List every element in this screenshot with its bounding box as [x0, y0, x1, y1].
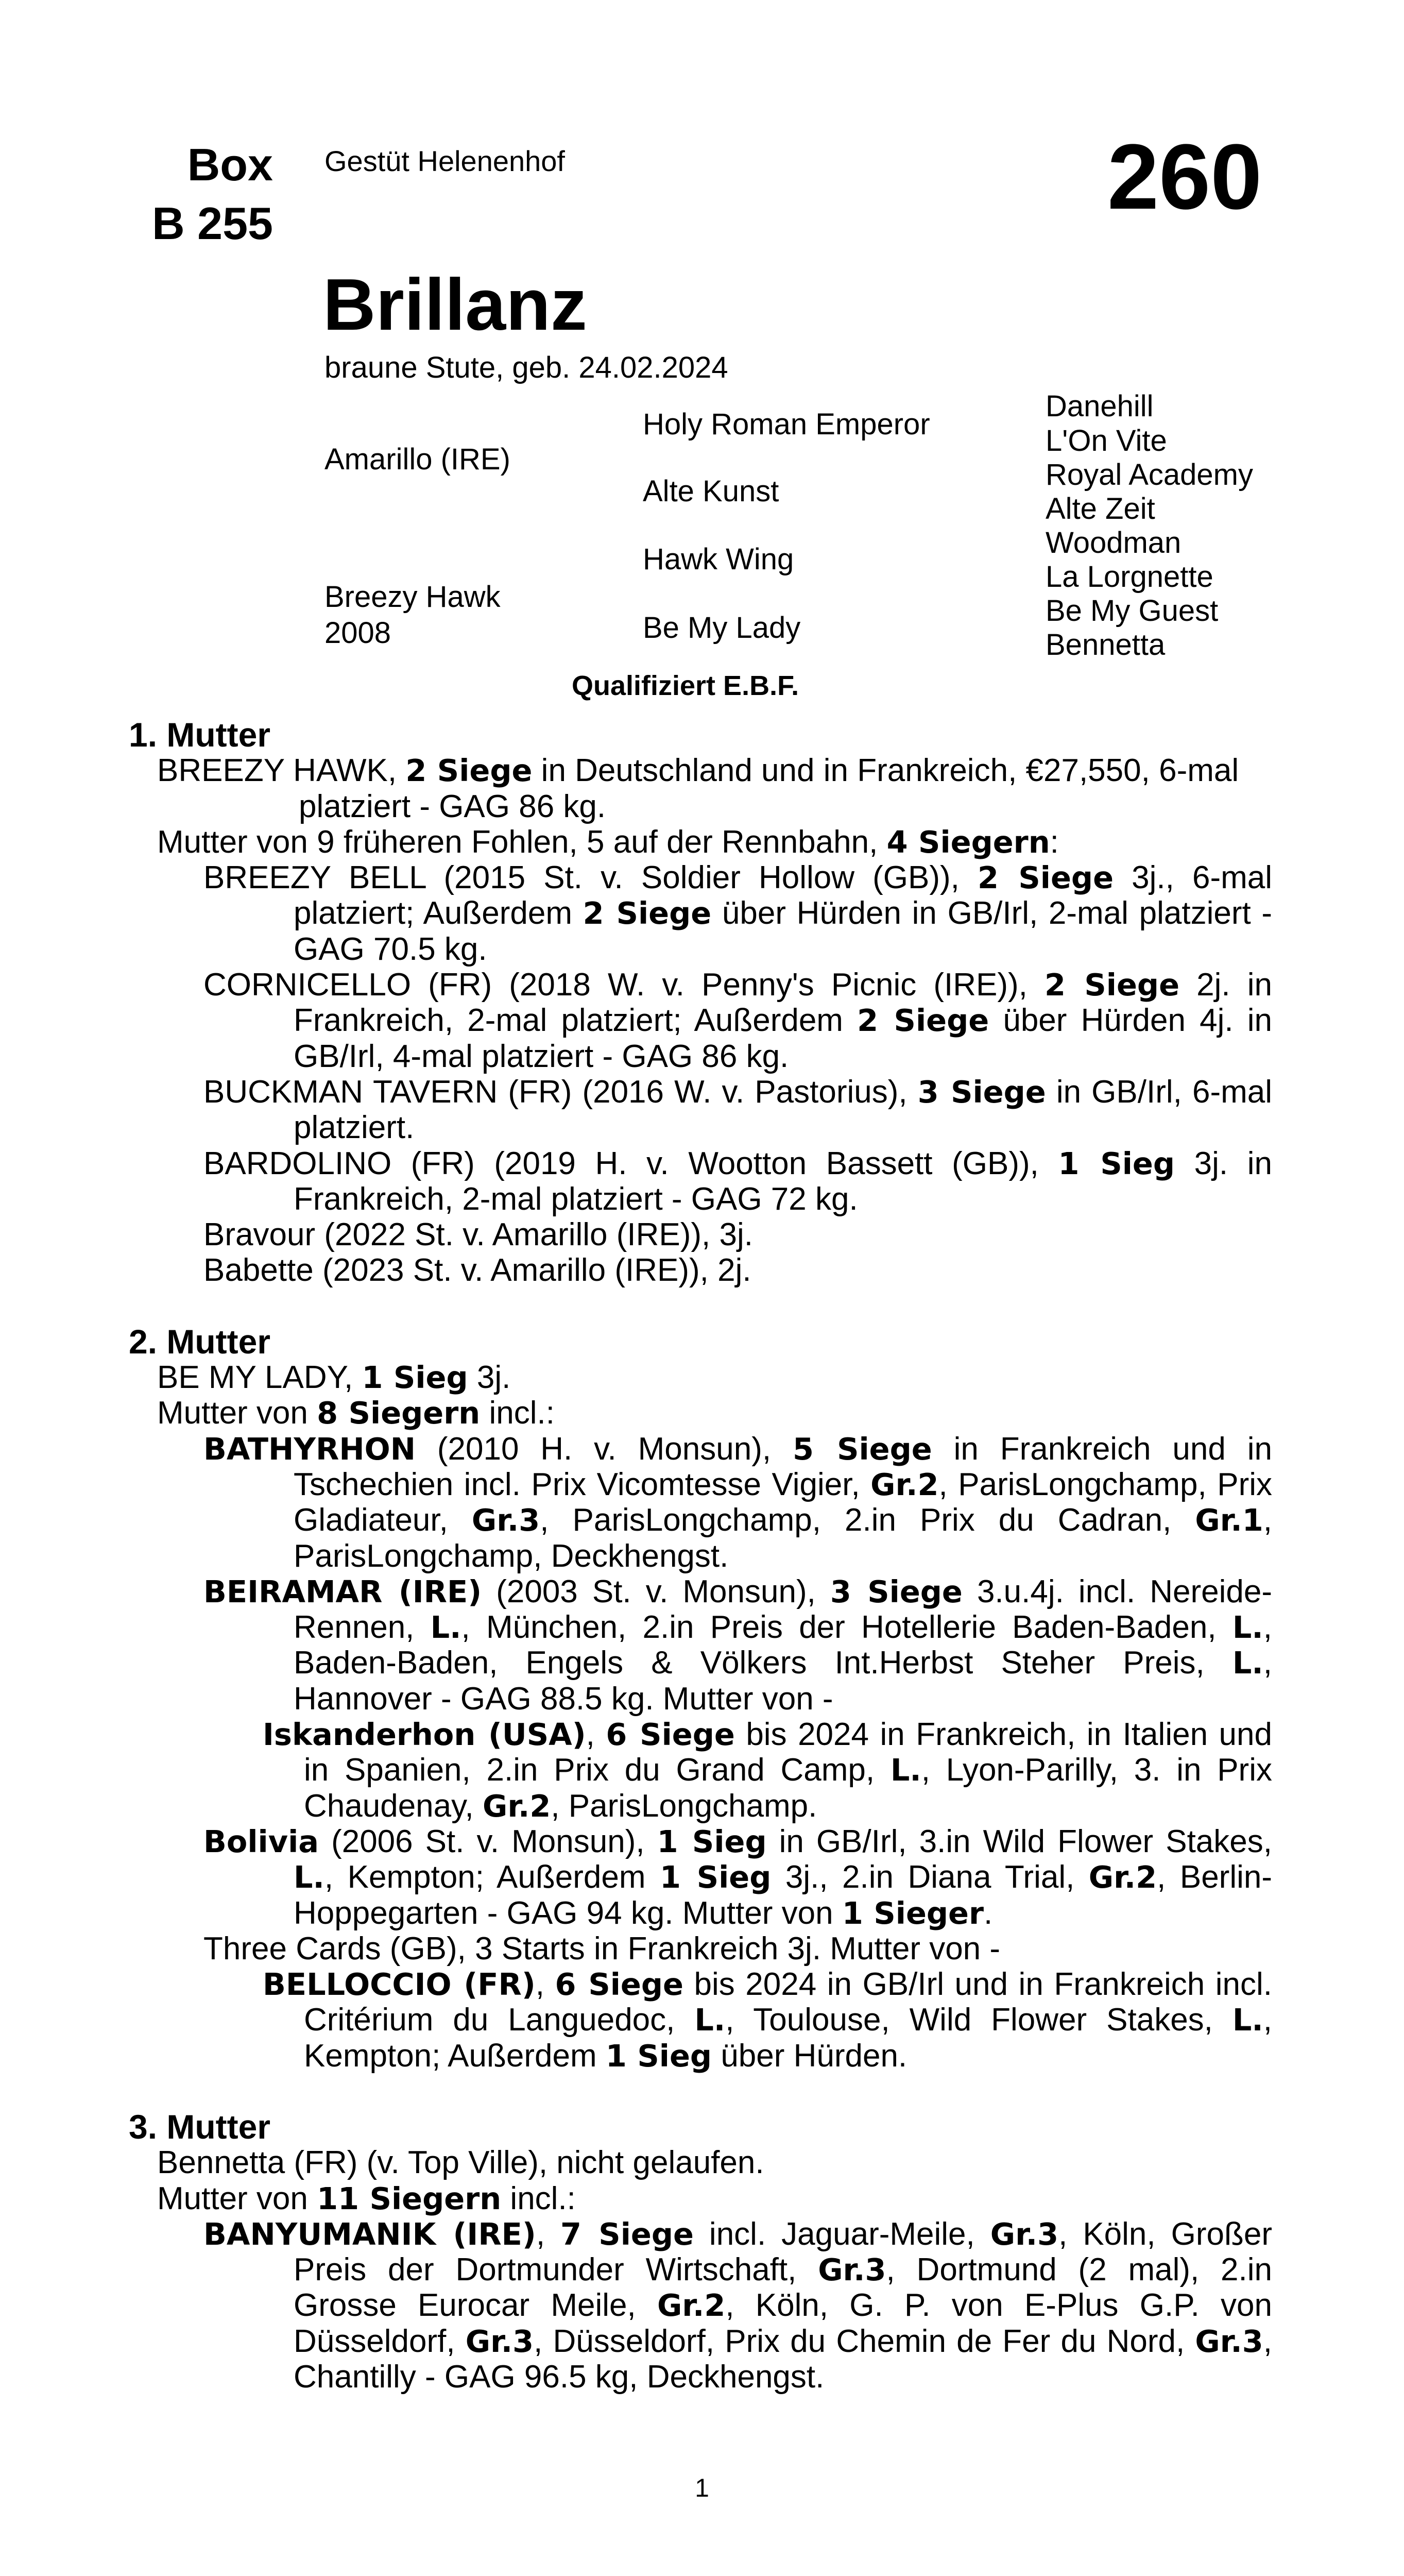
dam2-record: BE MY LADY, 1 Sieg 3j. [157, 1360, 511, 1396]
produce-entry: CORNICELLO (FR) (2018 W. v. Penny's Picnic (IRE)), 2 Siege 2j. in Frankreich, 2-mal platziert; Außerdem 2 Siege über Hürden 4j. in GB/Irl, 4-mal platziert - GAG 86 kg. [203, 967, 1272, 1074]
breeder: Gestüt Helenenhof [324, 145, 565, 177]
dam3-produce-summary: Mutter von 11 Siegern incl.: [157, 2180, 576, 2216]
box-number: B 255 [152, 198, 273, 249]
box-label: Box [187, 139, 273, 190]
produce-record [129, 717, 1272, 2395]
produce-entry: BARDOLINO (FR) (2019 H. v. Wootton Bassett (GB)), 1 Sieg 3j. in Frankreich, 2-mal platziert - GAG 72 kg. [203, 1145, 1272, 1217]
pedigree-gen3-2: L'On Vite [1046, 424, 1167, 457]
horse-description: braune Stute, geb. 24.02.2024 [324, 351, 728, 384]
produce-entry: BANYUMANIK (IRE), 7 Siege incl. Jaguar-Meile, Gr.3, Köln, Großer Preis der Dortmunder Wirtschaft, Gr.3, Dortmund (2 mal), 2.in Grosse Eurocar Meile, Gr.2, Köln, G. P. von E-Plus G.P. von Düsseldorf, Gr.3, Düsseldorf, Prix du Chemin de Fer du Nord, Gr.3, Chantilly - GAG 96.5 kg, Deckhengst. [203, 2216, 1273, 2395]
dam3-record: Bennetta (FR) (v. Top Ville), nicht gelaufen. [157, 2145, 764, 2181]
page-number: 1 [695, 2473, 709, 2502]
pedigree-gen2-4: Be My Lady [643, 611, 801, 645]
pedigree-gen3-8: Bennetta [1046, 628, 1166, 662]
pedigree-dam: Breezy Hawk [324, 580, 501, 614]
pedigree-gen2-2: Alte Kunst [643, 474, 779, 508]
dam1-record: BREEZY HAWK, 2 Siege in Deutschland und in Frankreich, €27,550, 6-mal platziert - GAG 86 kg. [157, 753, 1239, 824]
pedigree-gen3-3: Royal Academy [1046, 458, 1253, 492]
dam3-heading: 3. Mutter [129, 2107, 271, 2146]
pedigree-gen3-1: Danehill [1046, 389, 1154, 423]
lot-number: 260 [1107, 125, 1262, 229]
produce-entry: Bravour (2022 St. v. Amarillo (IRE)), 3j. [203, 1217, 753, 1253]
pedigree-gen3-7: Be My Guest [1046, 594, 1219, 628]
pedigree-gen2-1: Holy Roman Emperor [643, 408, 930, 441]
produce-entry: Bolivia (2006 St. v. Monsun), 1 Sieg in GB/Irl, 3.in Wild Flower Stakes, L., Kempton; Außerdem 1 Sieg 3j., 2.in Diana Trial, Gr.2, Berlin-Hoppegarten - GAG 94 kg. Mutter von 1 Sieger. [203, 1823, 1272, 1931]
pedigree-gen3-5: Woodman [1046, 526, 1182, 560]
produce-entry: Three Cards (GB), 3 Starts in Frankreich 3j. Mutter von - [203, 1930, 1001, 1967]
horse-name: Brillanz [323, 264, 587, 346]
dam2-produce-summary: Mutter von 8 Siegern incl.: [157, 1395, 555, 1431]
produce-entry: BEIRAMAR (IRE) (2003 St. v. Monsun), 3 Siege 3.u.4j. incl. Nereide-Rennen, L., München, 2.in Preis der Hotellerie Baden-Baden, L., Baden-Baden, Engels & Völkers Int.Herbst Steher Preis, L., Hannover - GAG 88.5 kg. Mutter von - [203, 1573, 1273, 1717]
dam1-produce-summary: Mutter von 9 früheren Fohlen, 5 auf der Rennbahn, 4 Siegern: [157, 824, 1059, 860]
pedigree-gen3-6: La Lorgnette [1046, 560, 1213, 594]
dam2-heading: 2. Mutter [129, 1322, 271, 1361]
produce-entry: Babette (2023 St. v. Amarillo (IRE)), 2j. [203, 1252, 751, 1289]
pedigree-gen3-4: Alte Zeit [1046, 492, 1155, 526]
pedigree-dam-year: 2008 [324, 616, 391, 650]
produce-entry: BUCKMAN TAVERN (FR) (2016 W. v. Pastorius), 3 Siege in GB/Irl, 6-mal platziert. [203, 1074, 1273, 1146]
pedigree-sire: Amarillo (IRE) [324, 443, 510, 476]
produce-entry: BELLOCCIO (FR), 6 Siege bis 2024 in GB/Irl und in Frankreich incl. Critérium du Languedoc, L., Toulouse, Wild Flower Stakes, L., Kempton; Außerdem 1 Sieg über Hürden. [263, 1967, 1272, 2074]
pedigree-gen2-3: Hawk Wing [643, 543, 794, 576]
qualification: Qualifiziert E.B.F. [572, 670, 799, 701]
produce-entry: BREEZY BELL (2015 St. v. Soldier Hollow (GB)), 2 Siege 3j., 6-mal platziert; Außerdem 2 Siege über Hürden in GB/Irl, 2-mal platziert - GAG 70.5 kg. [203, 860, 1273, 967]
dam1-heading: 1. Mutter [129, 716, 271, 754]
produce-entry: Iskanderhon (USA), 6 Siege bis 2024 in Frankreich, in Italien und in Spanien, 2.in Prix du Grand Camp, L., Lyon-Parilly, 3. in Prix Chaudenay, Gr.2, ParisLongchamp. [263, 1717, 1273, 1824]
produce-entry: BATHYRHON (2010 H. v. Monsun), 5 Siege in Frankreich und in Tschechien incl. Prix Vicomtesse Vigier, Gr.2, ParisLongchamp, Prix Gladiateur, Gr.3, ParisLongchamp, 2.in Prix du Cadran, Gr.1, ParisLongchamp, Deckhengst. [203, 1431, 1272, 1574]
